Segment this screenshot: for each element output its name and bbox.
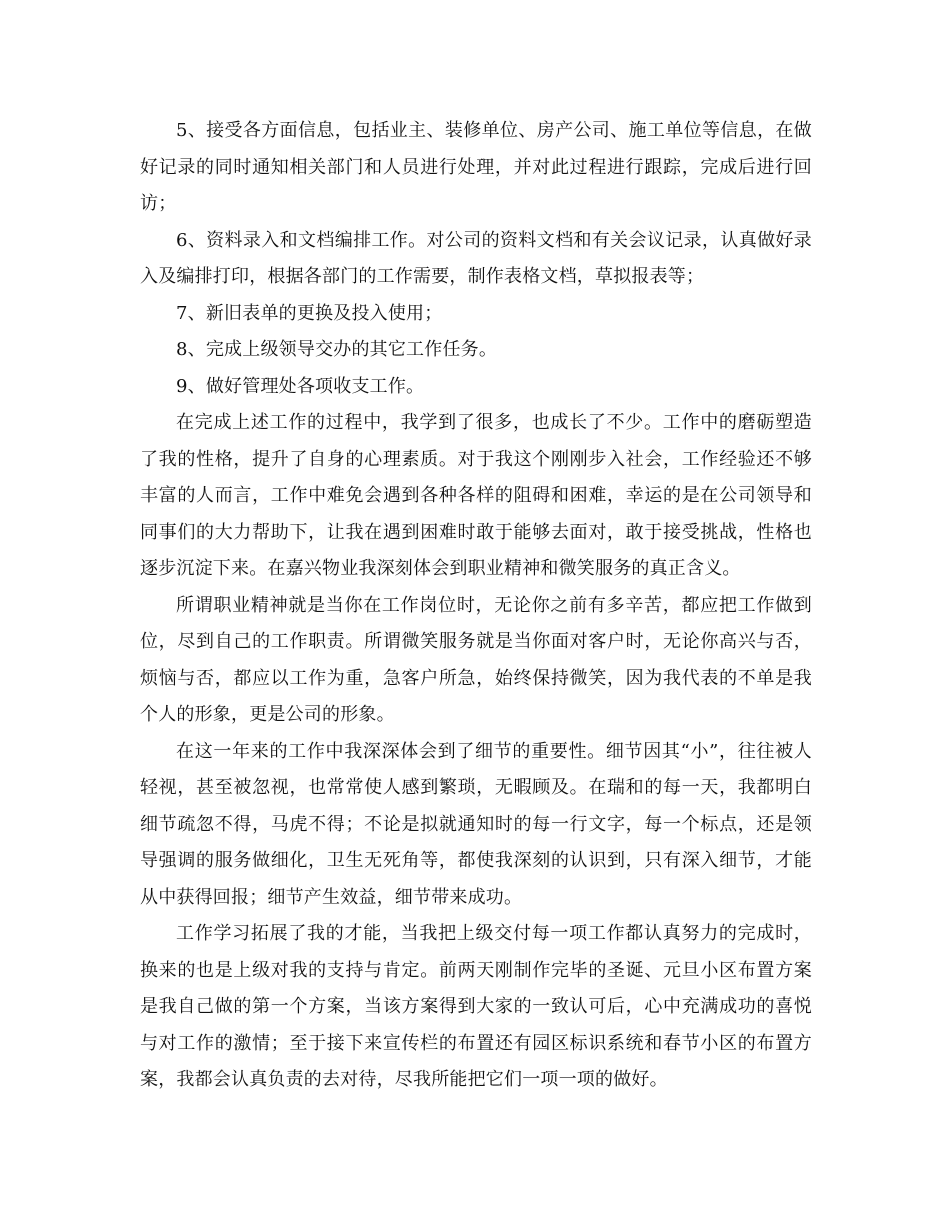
paragraph-item-7: 7、新旧表单的更换及投入使用；	[176, 302, 443, 324]
paragraph-details: 在这一年来的工作中我深深体会到了细节的重要性。细节因其“小”，往往被人轻视，甚至被忽视，也常常使人感到繁琐，无暇顾及。在瑞和的每一天，我都明白细节疏忽不得，马虎不得；不论是拟就通知时的每一行文字，每一个标点，还是领导强调的服务做细化，卫生无死角等，都使我深刻的认识到，只有深入细节，才能从中获得回报；细节产生效益，细节带来成功。	[140, 740, 812, 908]
paragraph-growth: 在完成上述工作的过程中，我学到了很多，也成长了不少。工作中的磨砺塑造了我的性格，提升了自身的心理素质。对于我这个刚刚步入社会，工作经验还不够丰富的人而言，工作中难免会遇到各种各样的阻碍和困难，幸运的是在公司领导和同事们的大力帮助下，让我在遇到困难时敢于能够去面对，敢于接受挑战，性格也逐步沉淀下来。在嘉兴物业我深刻体会到职业精神和微笑服务的真正含义。	[140, 412, 812, 579]
paragraph-item-6: 6、资料录入和文档编排工作。对公司的资料文档和有关会议记录，认真做好录入及编排打印，根据各部门的工作需要，制作表格文档，草拟报表等；	[140, 229, 812, 287]
paragraph-professionalism: 所谓职业精神就是当你在工作岗位时，无论你之前有多辛苦，都应把工作做到位，尽到自己的工作职责。所谓微笑服务就是当你面对客户时，无论你高兴与否，烦恼与否，都应以工作为重，急客户所急，始终保持微笑，因为我代表的不单是我个人的形象，更是公司的形象。	[140, 594, 812, 725]
paragraph-item-5: 5、接受各方面信息，包括业主、装修单位、房产公司、施工单位等信息，在做好记录的同时通知相关部门和人员进行处理，并对此过程进行跟踪，完成后进行回访；	[140, 120, 812, 214]
paragraph-item-8: 8、完成上级领导交办的其它工作任务。	[176, 339, 498, 360]
paragraph-abilities: 工作学习拓展了我的才能，当我把上级交付每一项工作都认真努力的完成时，换来的也是上级对我的支持与肯定。前两天刚制作完毕的圣诞、元旦小区布置方案是我自己做的第一个方案，当该方案得到大家的一致认可后，心中充满成功的喜悦与对工作的激情；至于接下来宣传栏的布置还有园区标识系统和春节小区的布置方案，我都会认真负责的去对待，尽我所能把它们一项一项的做好。	[140, 923, 812, 1090]
document-body	[140, 113, 812, 1099]
paragraph-item-9: 9、做好管理处各项收支工作。	[176, 375, 425, 397]
